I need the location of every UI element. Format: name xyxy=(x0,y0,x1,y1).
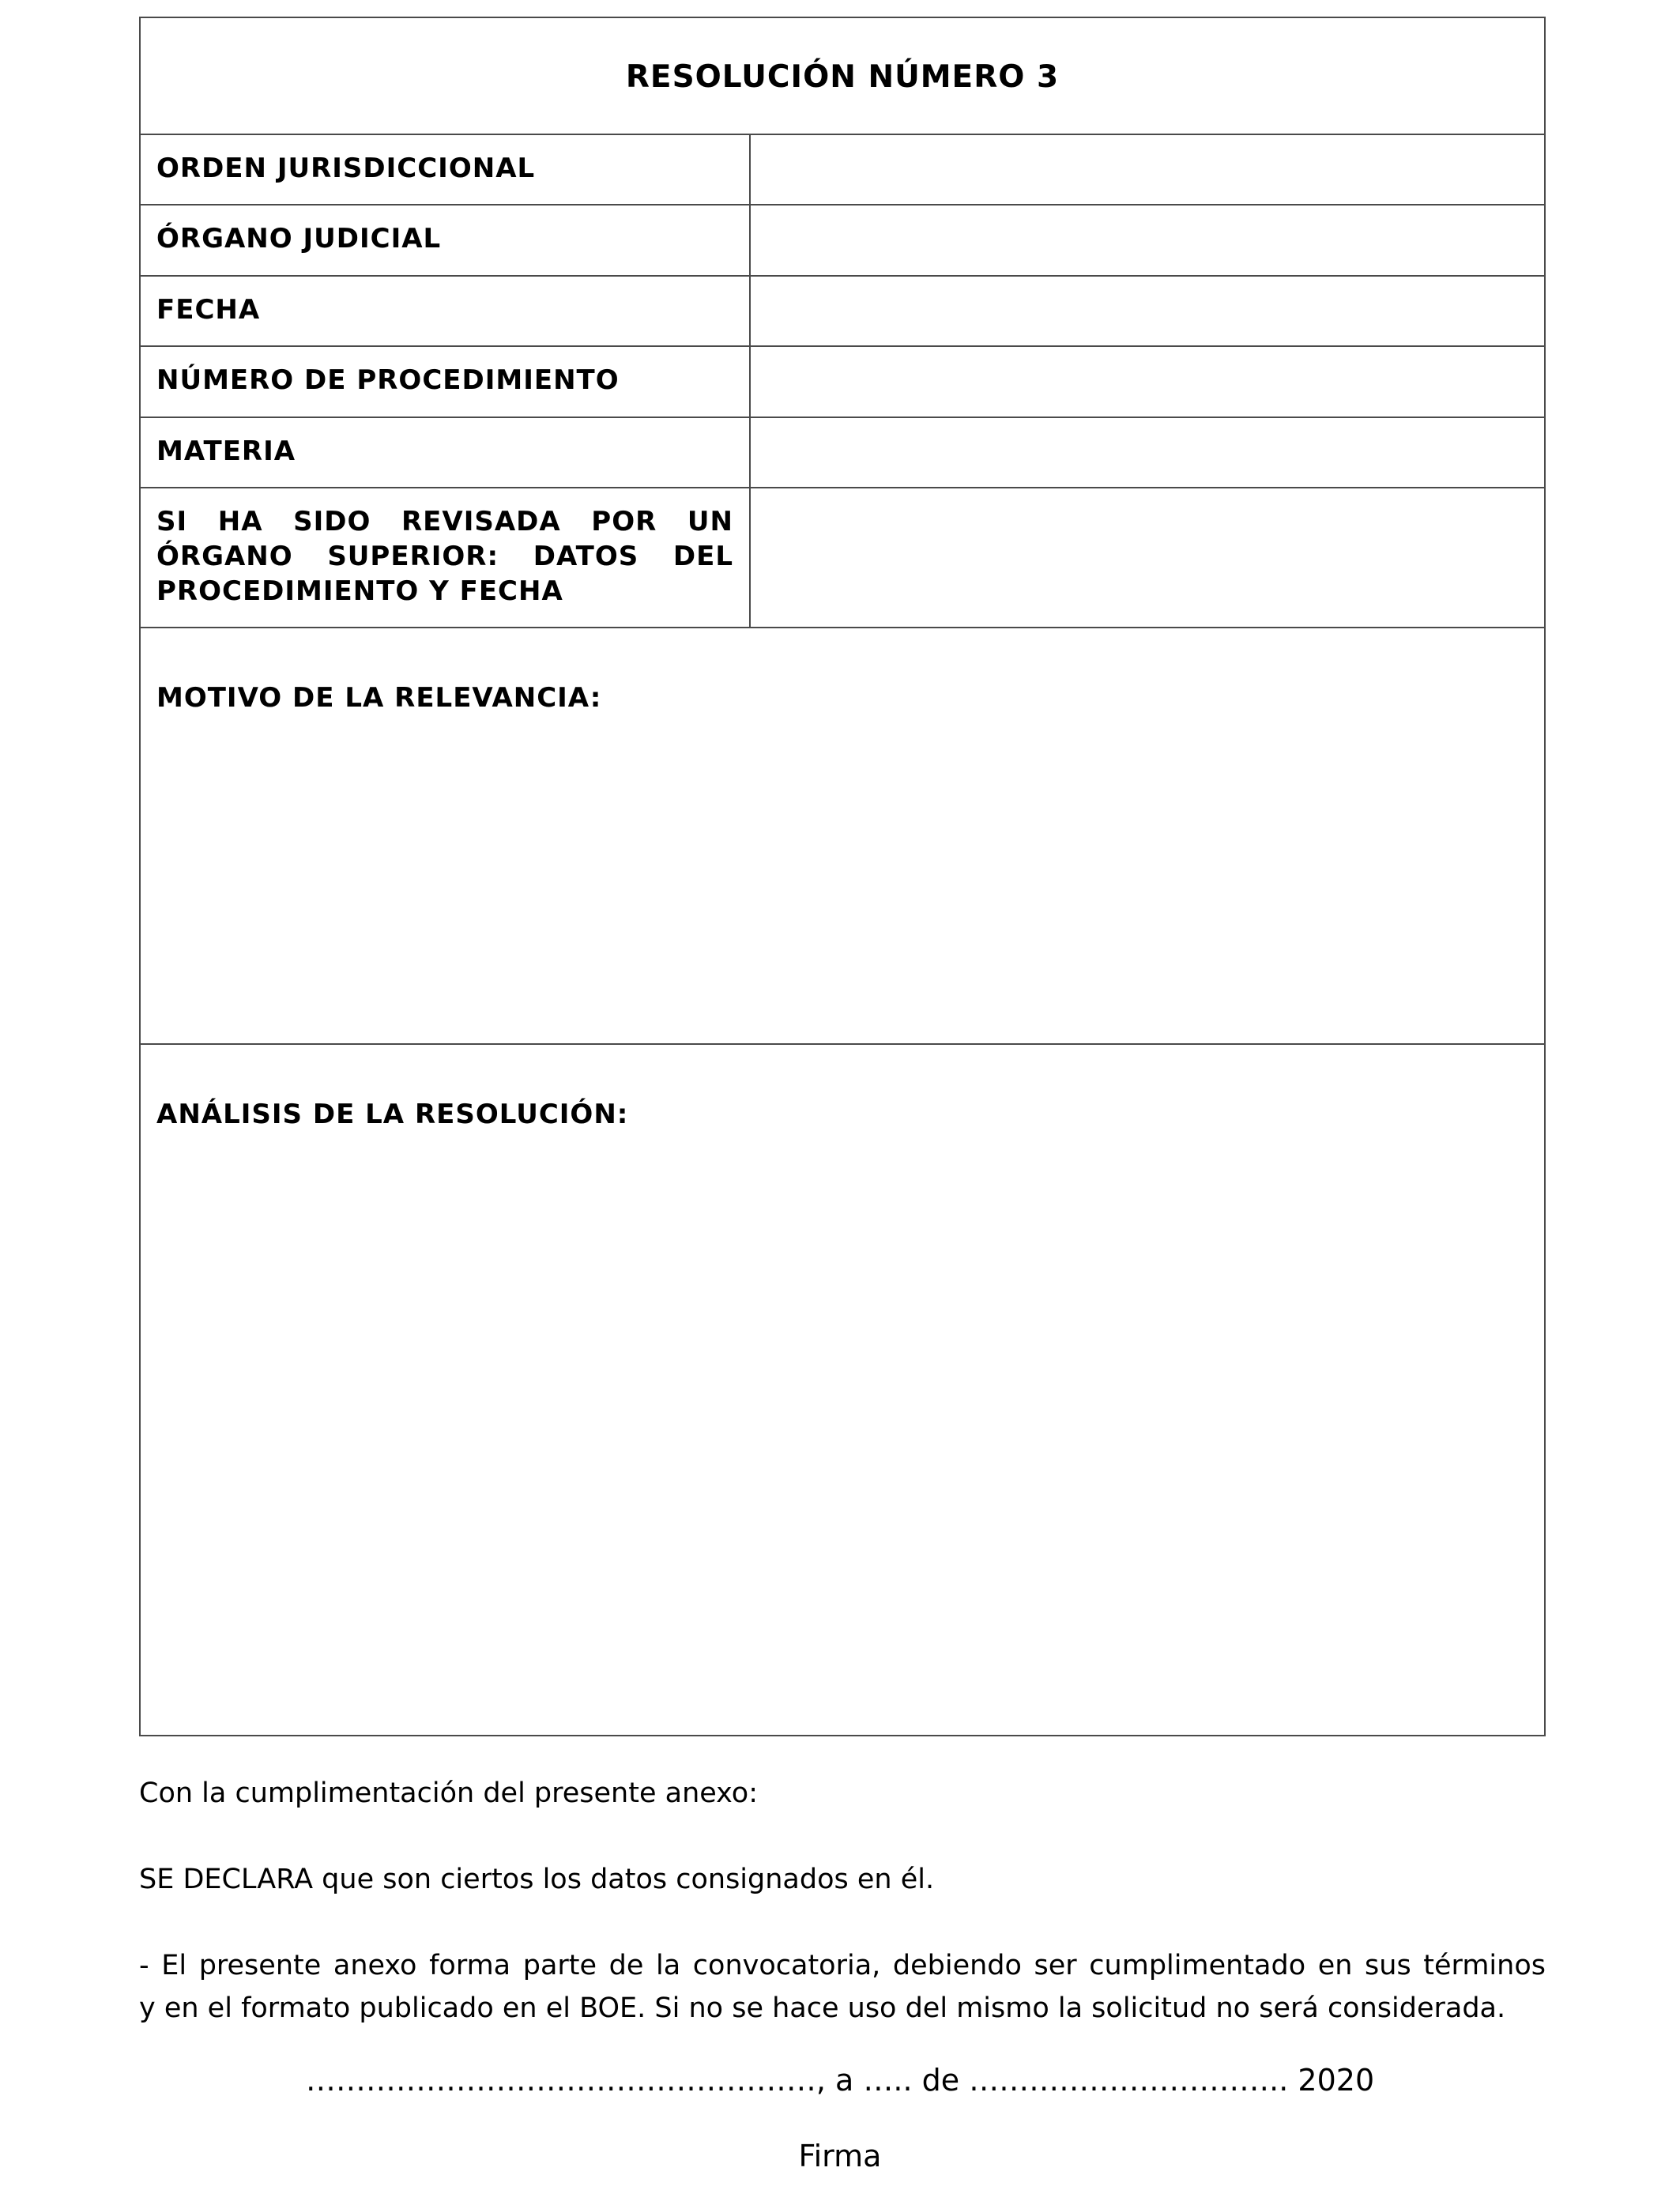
field-motivo-relevancia[interactable] xyxy=(141,729,1544,1042)
field-orden-jurisdiccional[interactable] xyxy=(751,135,1544,204)
label-fecha: FECHA xyxy=(156,294,261,326)
footer-note-line-2: y en el formato publicado en el BOE. Si no se hace uso del mismo la solicitud no será considerada. xyxy=(139,1992,1506,2024)
label-numero-procedimiento: NÚMERO DE PROCEDIMIENTO xyxy=(156,364,620,396)
label-analisis-resolucion: ANÁLISIS DE LA RESOLUCIÓN: xyxy=(156,1099,629,1130)
label-motivo-relevancia: MOTIVO DE LA RELEVANCIA: xyxy=(156,682,602,714)
resolution-form xyxy=(139,17,1546,1736)
divider xyxy=(141,1043,1544,1045)
label-orden-jurisdiccional: ORDEN JURISDICCIONAL xyxy=(156,153,536,184)
field-fecha[interactable] xyxy=(751,277,1544,345)
divider xyxy=(141,627,1544,628)
field-materia[interactable] xyxy=(751,418,1544,487)
field-organo-judicial[interactable] xyxy=(751,205,1544,275)
field-numero-procedimiento[interactable] xyxy=(751,347,1544,417)
signature-label: Firma xyxy=(798,2139,882,2173)
footer-note-line-1: - El presente anexo forma parte de la convocatoria, debiendo ser cumplimentado en sus términos xyxy=(139,1950,1546,1981)
field-revision-organo-superior[interactable] xyxy=(751,488,1544,627)
label-materia: MATERIA xyxy=(156,435,296,467)
form-title: RESOLUCIÓN NÚMERO 3 xyxy=(625,59,1060,95)
footer-declaration: SE DECLARA que son ciertos los datos consignados en él. xyxy=(139,1864,935,1895)
field-analisis-resolucion[interactable] xyxy=(141,1144,1544,1733)
label-organo-judicial: ÓRGANO JUDICIAL xyxy=(156,223,442,254)
footer-intro: Con la cumplimentación del presente anexo: xyxy=(139,1777,759,1809)
place-date-line: ……………………………………………, a ….. de ………………………….. 2020 xyxy=(305,2063,1375,2098)
label-revision-organo-superior: SI HA SIDO REVISADA POR UN ÓRGANO SUPERIOR: DATOS DEL PROCEDIMIENTO Y FECHA xyxy=(156,506,733,607)
